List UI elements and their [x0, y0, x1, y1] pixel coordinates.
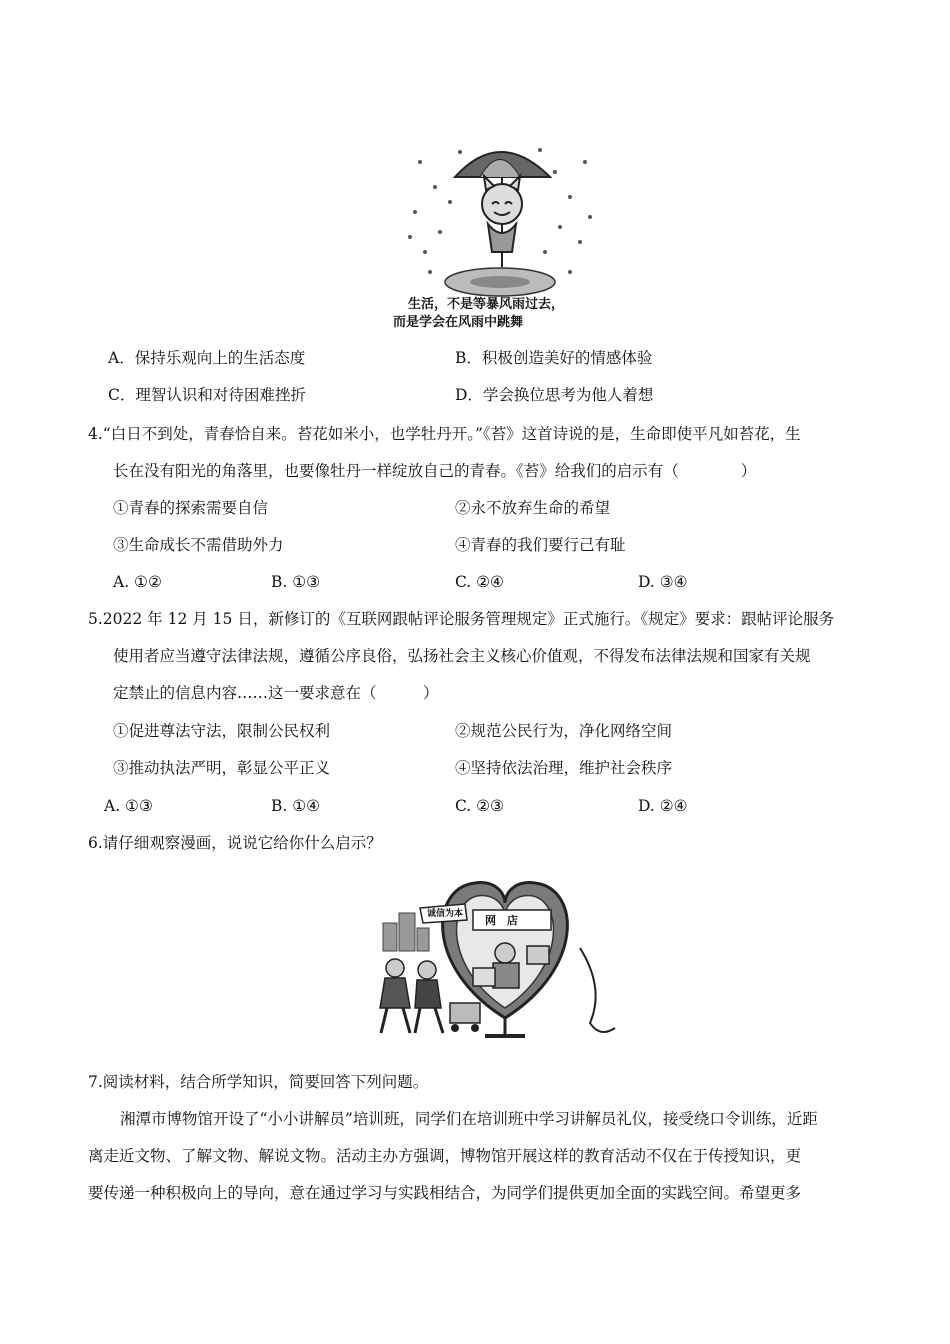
q6-stem: 6.请仔细观察漫画，说说它给你什么启示？ [88, 834, 382, 852]
q4-option-b: B. ①③ [271, 573, 321, 591]
q7-material-line1: 湘潭市博物馆开设了“小小讲解员”培训班，同学们在培训班中学习讲解员礼仪，接受绕口令训练，近距 [120, 1110, 818, 1128]
cartoon-cat-umbrella [400, 132, 600, 312]
q4-statement-3: ③生命成长不需借助外力 [113, 536, 284, 554]
q3-option-c: C．理智认识和对待困难挫折 [108, 386, 306, 404]
online-shop-text: 网 店 [485, 914, 518, 927]
q5-statement-3: ③推动执法严明，彰显公平正义 [113, 759, 331, 777]
q5-stem-line3: 定禁止的信息内容……这一要求意在（ ） [113, 684, 439, 702]
sign-honesty-text: 诚信为本 [427, 909, 464, 919]
q4-stem-line2: 长在没有阳光的角落里，也要像牡丹一样绽放自己的青春。《苔》给我们的启示有（ ） [113, 462, 757, 480]
q4-option-d: D. ③④ [638, 573, 688, 591]
q4-option-c: C. ②④ [455, 573, 504, 591]
q7-material-line3: 要传递一种积极向上的导向，意在通过学习与实践相结合，为同学们提供更加全面的实践空间。希望更多 [88, 1184, 802, 1202]
q7-material-line2: 离走近文物、了解文物、解说文物。活动主办方强调，博物馆开展这样的教育活动不仅在于传授知识，更 [88, 1147, 802, 1165]
q3-option-b: B．积极创造美好的情感体验 [455, 349, 653, 367]
q5-option-b: B. ①④ [271, 797, 321, 815]
q4-statement-1: ①青春的探索需要自信 [113, 499, 269, 517]
q5-option-c: C. ②③ [455, 797, 504, 815]
q7-stem: 7.阅读材料，结合所学知识，简要回答下列问题。 [88, 1073, 429, 1091]
cartoon-heart-online-shop [355, 868, 635, 1046]
q4-option-a: A. ①② [113, 573, 162, 591]
q5-statement-1: ①促进尊法守法，限制公民权利 [113, 722, 331, 740]
q4-statement-4: ④青春的我们要行己有耻 [455, 536, 626, 554]
q5-option-a: A. ①③ [104, 797, 153, 815]
q5-option-d: D. ②④ [638, 797, 688, 815]
figure-caption-line2: 而是学会在风雨中跳舞 [393, 315, 524, 330]
q4-stem-line1: 4.“白日不到处，青春恰自来。苔花如米小，也学牡丹开。”《苔》这首诗说的是，生命即使平凡如苔花，生 [88, 425, 801, 443]
q5-statement-2: ②规范公民行为，净化网络空间 [455, 722, 673, 740]
q3-option-a: A．保持乐观向上的生活态度 [108, 349, 306, 367]
figure-caption-line1: 生活，不是等暴风雨过去， [408, 297, 565, 312]
q4-statement-2: ②永不放弃生命的希望 [455, 499, 611, 517]
q3-option-d: D．学会换位思考为他人着想 [455, 386, 654, 404]
q5-statement-4: ④坚持依法治理，维护社会秩序 [455, 759, 673, 777]
q5-stem-line1: 5.2022 年 12 月 15 日，新修订的《互联网跟帖评论服务管理规定》正式施行。《规定》要求：跟帖评论服务 [88, 610, 835, 628]
q5-stem-line2: 使用者应当遵守法律法规，遵循公序良俗，弘扬社会主义核心价值观，不得发布法律法规和国家有关规 [113, 647, 811, 665]
